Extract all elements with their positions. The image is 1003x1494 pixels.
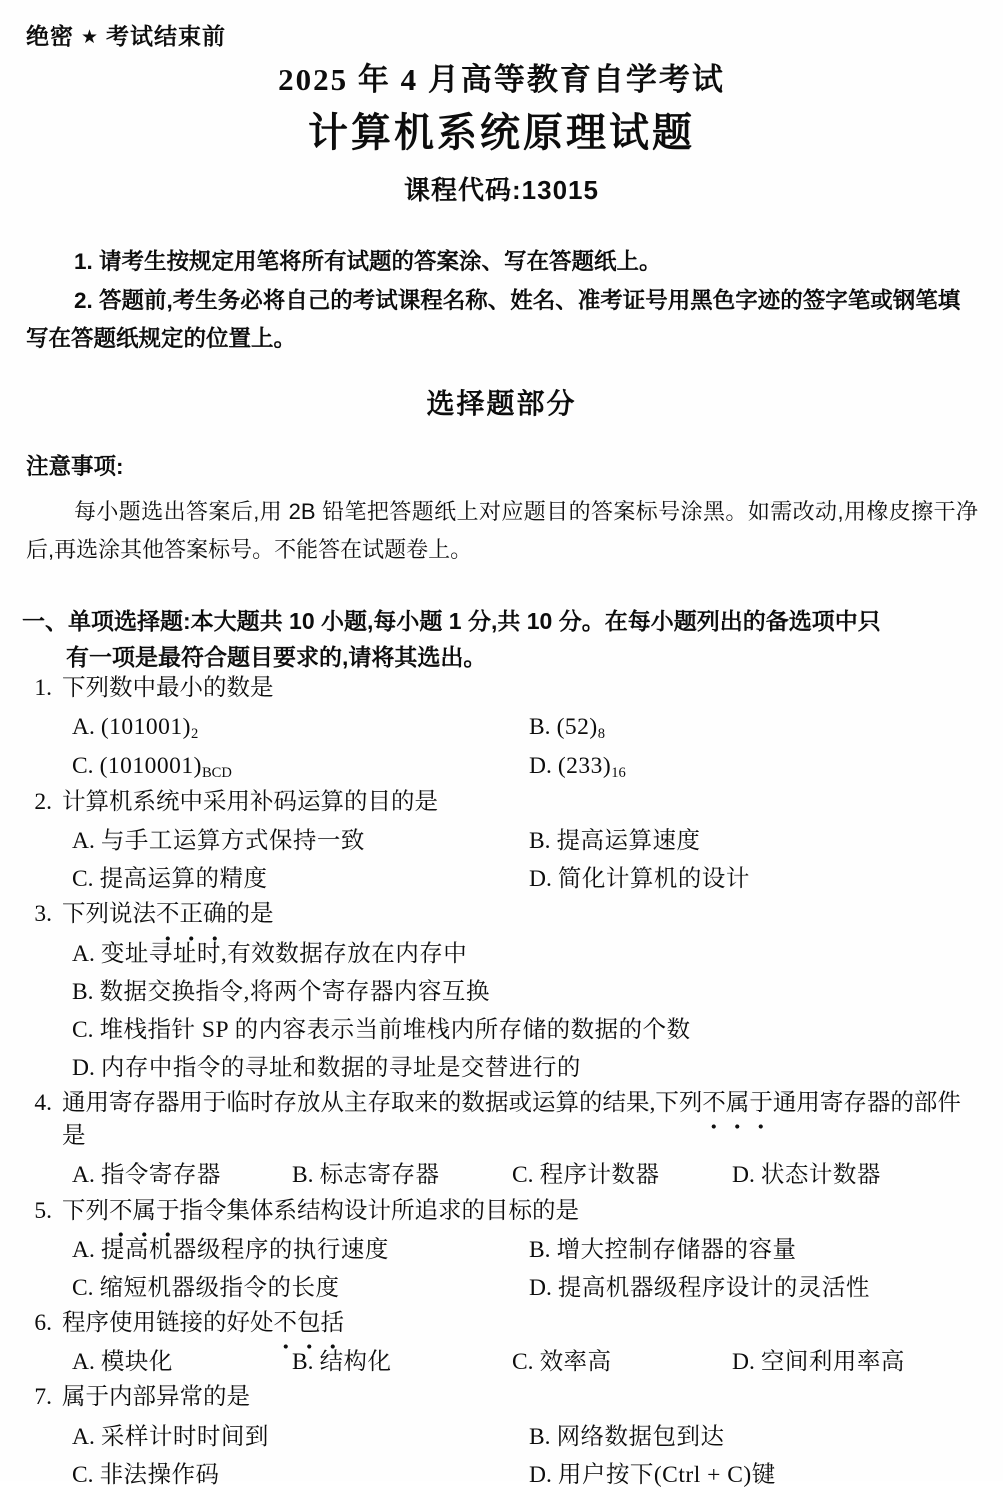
option-label: B. <box>292 1162 314 1189</box>
title-block <box>0 62 1003 207</box>
question-text <box>62 1087 978 1154</box>
option-text: 采样计时时间到 <box>100 1423 269 1450</box>
option-item[interactable] <box>72 1049 581 1087</box>
option-text: 内存中指令的寻址和数据的寻址是交替进行的 <box>100 1054 581 1081</box>
option-row <box>72 1156 978 1194</box>
question-stem <box>26 898 978 931</box>
option-label: D. <box>529 1274 552 1301</box>
option-item[interactable] <box>529 747 986 786</box>
option-text: 与手工运算方式保持一致 <box>100 828 365 855</box>
question-stem <box>26 672 978 705</box>
option-text: (52) <box>556 714 598 741</box>
option-label: D. <box>732 1349 755 1376</box>
option-subscript: 16 <box>611 765 626 782</box>
exam-title: 2025 年 4 月高等教育自学考试 <box>278 62 725 97</box>
before-exam-end-label: 考试结束前 <box>106 23 227 49</box>
question-item <box>26 1195 978 1307</box>
question-text <box>62 1195 978 1228</box>
option-label: D. <box>529 866 552 893</box>
option-row <box>72 1049 978 1087</box>
course-code: 课程代码:13015 <box>404 174 599 205</box>
option-subscript: BCD <box>201 765 232 782</box>
confidential-label: 绝密 <box>26 23 74 49</box>
option-item[interactable] <box>512 1343 732 1381</box>
question-text-part: 下列 <box>62 1197 109 1224</box>
question-stem <box>26 1195 978 1228</box>
option-label: C. <box>72 866 94 893</box>
option-item[interactable] <box>72 747 529 786</box>
option-row <box>72 973 978 1011</box>
option-item[interactable] <box>732 1156 952 1194</box>
option-label: A. <box>72 828 95 855</box>
option-item[interactable] <box>72 1456 529 1494</box>
option-row <box>72 1231 978 1269</box>
option-label: D. <box>529 753 552 780</box>
option-text: 简化计算机的设计 <box>557 866 750 893</box>
option-row <box>72 1343 978 1381</box>
option-label: C. <box>512 1349 534 1376</box>
option-item[interactable] <box>72 1269 529 1307</box>
option-group <box>26 1156 978 1194</box>
question-stem <box>26 786 978 819</box>
option-item[interactable] <box>529 708 986 747</box>
option-label: D. <box>529 1461 552 1488</box>
option-row <box>72 822 978 860</box>
question-number: 7. <box>34 1384 52 1411</box>
question-number: 6. <box>34 1310 52 1337</box>
option-label: C. <box>72 1016 94 1043</box>
option-item[interactable] <box>72 860 529 898</box>
question-item <box>26 786 978 898</box>
option-item[interactable] <box>529 1456 986 1494</box>
option-text: (233) <box>557 753 612 780</box>
option-label: B. <box>529 1236 551 1263</box>
question-item <box>26 672 978 786</box>
option-text: 缩短机器级指令的长度 <box>99 1274 340 1301</box>
option-group <box>26 822 978 898</box>
option-row <box>72 860 978 898</box>
option-label: B. <box>292 1349 314 1376</box>
option-text: 增大控制存储器的容量 <box>556 1236 797 1263</box>
option-item[interactable] <box>529 1418 986 1456</box>
option-item[interactable] <box>732 1343 952 1381</box>
option-text: 状态计数器 <box>760 1162 881 1189</box>
option-item[interactable] <box>529 860 986 898</box>
option-group <box>26 935 978 1087</box>
part-one-line-2: 有一项是最符合题目要求的,请将其选出。 <box>66 643 487 670</box>
option-text: 提高运算的精度 <box>99 866 268 893</box>
question-stem <box>26 1087 978 1154</box>
option-item[interactable] <box>529 822 986 860</box>
question-text-part: 指令集体系结构设计所追求的目标的是 <box>179 1197 579 1224</box>
option-label: C. <box>72 1461 94 1488</box>
option-label: C. <box>72 1274 94 1301</box>
option-label: A. <box>72 714 95 741</box>
question-text <box>62 898 978 931</box>
question-stem <box>26 1381 978 1414</box>
option-row <box>72 747 978 786</box>
option-row <box>72 1011 978 1049</box>
option-label: B. <box>72 978 94 1005</box>
option-text: 指令寄存器 <box>100 1162 221 1189</box>
option-label: C. <box>512 1162 534 1189</box>
option-item[interactable] <box>292 1156 512 1194</box>
option-text: 标志寄存器 <box>319 1162 440 1189</box>
option-label: B. <box>529 1423 551 1450</box>
question-text-part: 通用寄存器用于临时存放从主存取来的数据或运算的结果,下列 <box>62 1089 703 1116</box>
option-text: 提高机器级程序的执行速度 <box>100 1236 389 1263</box>
question-text-part: 下列说法 <box>62 901 156 928</box>
option-text: 结构化 <box>319 1349 392 1376</box>
question-text <box>62 1307 978 1340</box>
question-text <box>62 672 978 705</box>
option-label: D. <box>72 1054 95 1081</box>
option-text: 用户按下(Ctrl + C)键 <box>557 1461 776 1488</box>
question-number: 1. <box>34 675 52 701</box>
question-item <box>26 898 978 1087</box>
question-number: 2. <box>34 788 52 815</box>
option-item[interactable] <box>72 708 529 747</box>
option-item[interactable] <box>72 935 467 973</box>
option-subscript: 8 <box>597 726 605 743</box>
question-item <box>26 1381 978 1493</box>
option-group <box>26 1231 978 1307</box>
option-text: 空间利用率高 <box>760 1349 905 1376</box>
emphasis-text: 不正确 <box>156 898 227 931</box>
option-item[interactable] <box>512 1156 732 1194</box>
question-text-part: 通用寄存器的部件是 <box>62 1089 961 1150</box>
section-heading: 选择题部分 <box>426 388 577 419</box>
option-label: A. <box>72 1162 95 1189</box>
option-label: B. <box>529 714 551 741</box>
option-label: C. <box>72 753 94 780</box>
option-group <box>26 708 978 785</box>
option-item[interactable] <box>72 1156 292 1194</box>
option-text: 程序计数器 <box>539 1162 660 1189</box>
option-row <box>72 1456 978 1494</box>
option-label: A. <box>72 1236 95 1263</box>
instructions-list <box>26 243 976 359</box>
option-item[interactable] <box>529 1269 986 1307</box>
star-icon: ★ <box>81 27 100 48</box>
question-text-part: 的是 <box>226 901 274 928</box>
option-row <box>72 1418 978 1456</box>
question-text-part: 属于内部异常的是 <box>62 1384 250 1411</box>
option-group <box>26 1418 978 1494</box>
option-label: A. <box>72 940 95 967</box>
notice-title: 注意事项: <box>26 454 124 479</box>
question-text-part: 程序使用链接的好处 <box>62 1310 274 1337</box>
question-stem <box>26 1307 978 1340</box>
emphasis-text: 不属于 <box>702 1087 773 1120</box>
option-group <box>26 1343 978 1381</box>
option-label: A. <box>72 1423 95 1450</box>
question-item <box>26 1307 978 1381</box>
option-item[interactable] <box>529 1231 986 1269</box>
option-text: 提高机器级程序设计的灵活性 <box>557 1274 870 1301</box>
option-text: 效率高 <box>539 1349 612 1376</box>
confidential-marking <box>26 18 226 51</box>
instruction-item: 1. 请考生按规定用笔将所有试题的答案涂、写在答题纸上。 <box>74 249 662 274</box>
option-text: 非法操作码 <box>99 1461 220 1488</box>
question-text <box>62 1381 978 1414</box>
option-text: 数据交换指令,将两个寄存器内容互换 <box>99 978 490 1005</box>
notice-body: 每小题选出答案后,用 2B 铅笔把答题纸上对应题目的答案标号涂黑。如需改动,用橡皮擦干净后,再选涂其他答案标号。不能答在试题卷上。 <box>26 498 978 562</box>
option-item[interactable] <box>72 1343 292 1381</box>
part-one-line-1: 一、单项选择题:本大题共 10 小题,每小题 1 分,共 10 分。在每小题列出的备选项中只 <box>22 608 881 634</box>
emphasis-text: 不属于 <box>109 1195 180 1228</box>
question-number: 3. <box>34 901 52 928</box>
question-text <box>62 786 978 819</box>
notice-block <box>26 448 978 568</box>
option-row <box>72 1269 978 1307</box>
option-label: D. <box>732 1162 755 1189</box>
question-text-part: 计算机系统中采用补码运算的目的是 <box>62 788 438 815</box>
option-item[interactable] <box>72 1418 529 1456</box>
option-subscript: 2 <box>191 726 199 743</box>
part-one-heading <box>22 604 980 675</box>
option-item[interactable] <box>72 822 529 860</box>
option-label: A. <box>72 1349 95 1376</box>
question-number: 5. <box>34 1197 52 1224</box>
questions-list <box>26 672 978 1494</box>
option-text: 堆栈指针 SP 的内容表示当前堆栈内所存储的数据的个数 <box>99 1016 691 1043</box>
option-text: 提高运算速度 <box>556 828 701 855</box>
option-item[interactable] <box>72 973 490 1011</box>
instruction-item: 2. 答题前,考生务必将自己的考试课程名称、姓名、准考证号用黑色字迹的签字笔或钢笔填写在答题纸规定的位置上。 <box>26 287 961 352</box>
page-title: 计算机系统原理试题 <box>308 110 695 155</box>
question-item <box>26 1087 978 1195</box>
option-text: 网络数据包到达 <box>556 1423 725 1450</box>
option-label: B. <box>529 828 551 855</box>
question-number: 4. <box>34 1089 52 1116</box>
emphasis-text: 不包括 <box>274 1307 345 1340</box>
question-text-part: 下列数中最小的数是 <box>62 675 274 701</box>
option-text: 变址寻址时,有效数据存放在内存中 <box>100 940 468 967</box>
option-item[interactable] <box>72 1011 691 1049</box>
option-text: 模块化 <box>100 1349 173 1376</box>
option-text: (1010001) <box>99 753 202 780</box>
option-text: (101001) <box>100 714 192 741</box>
option-row <box>72 708 978 747</box>
